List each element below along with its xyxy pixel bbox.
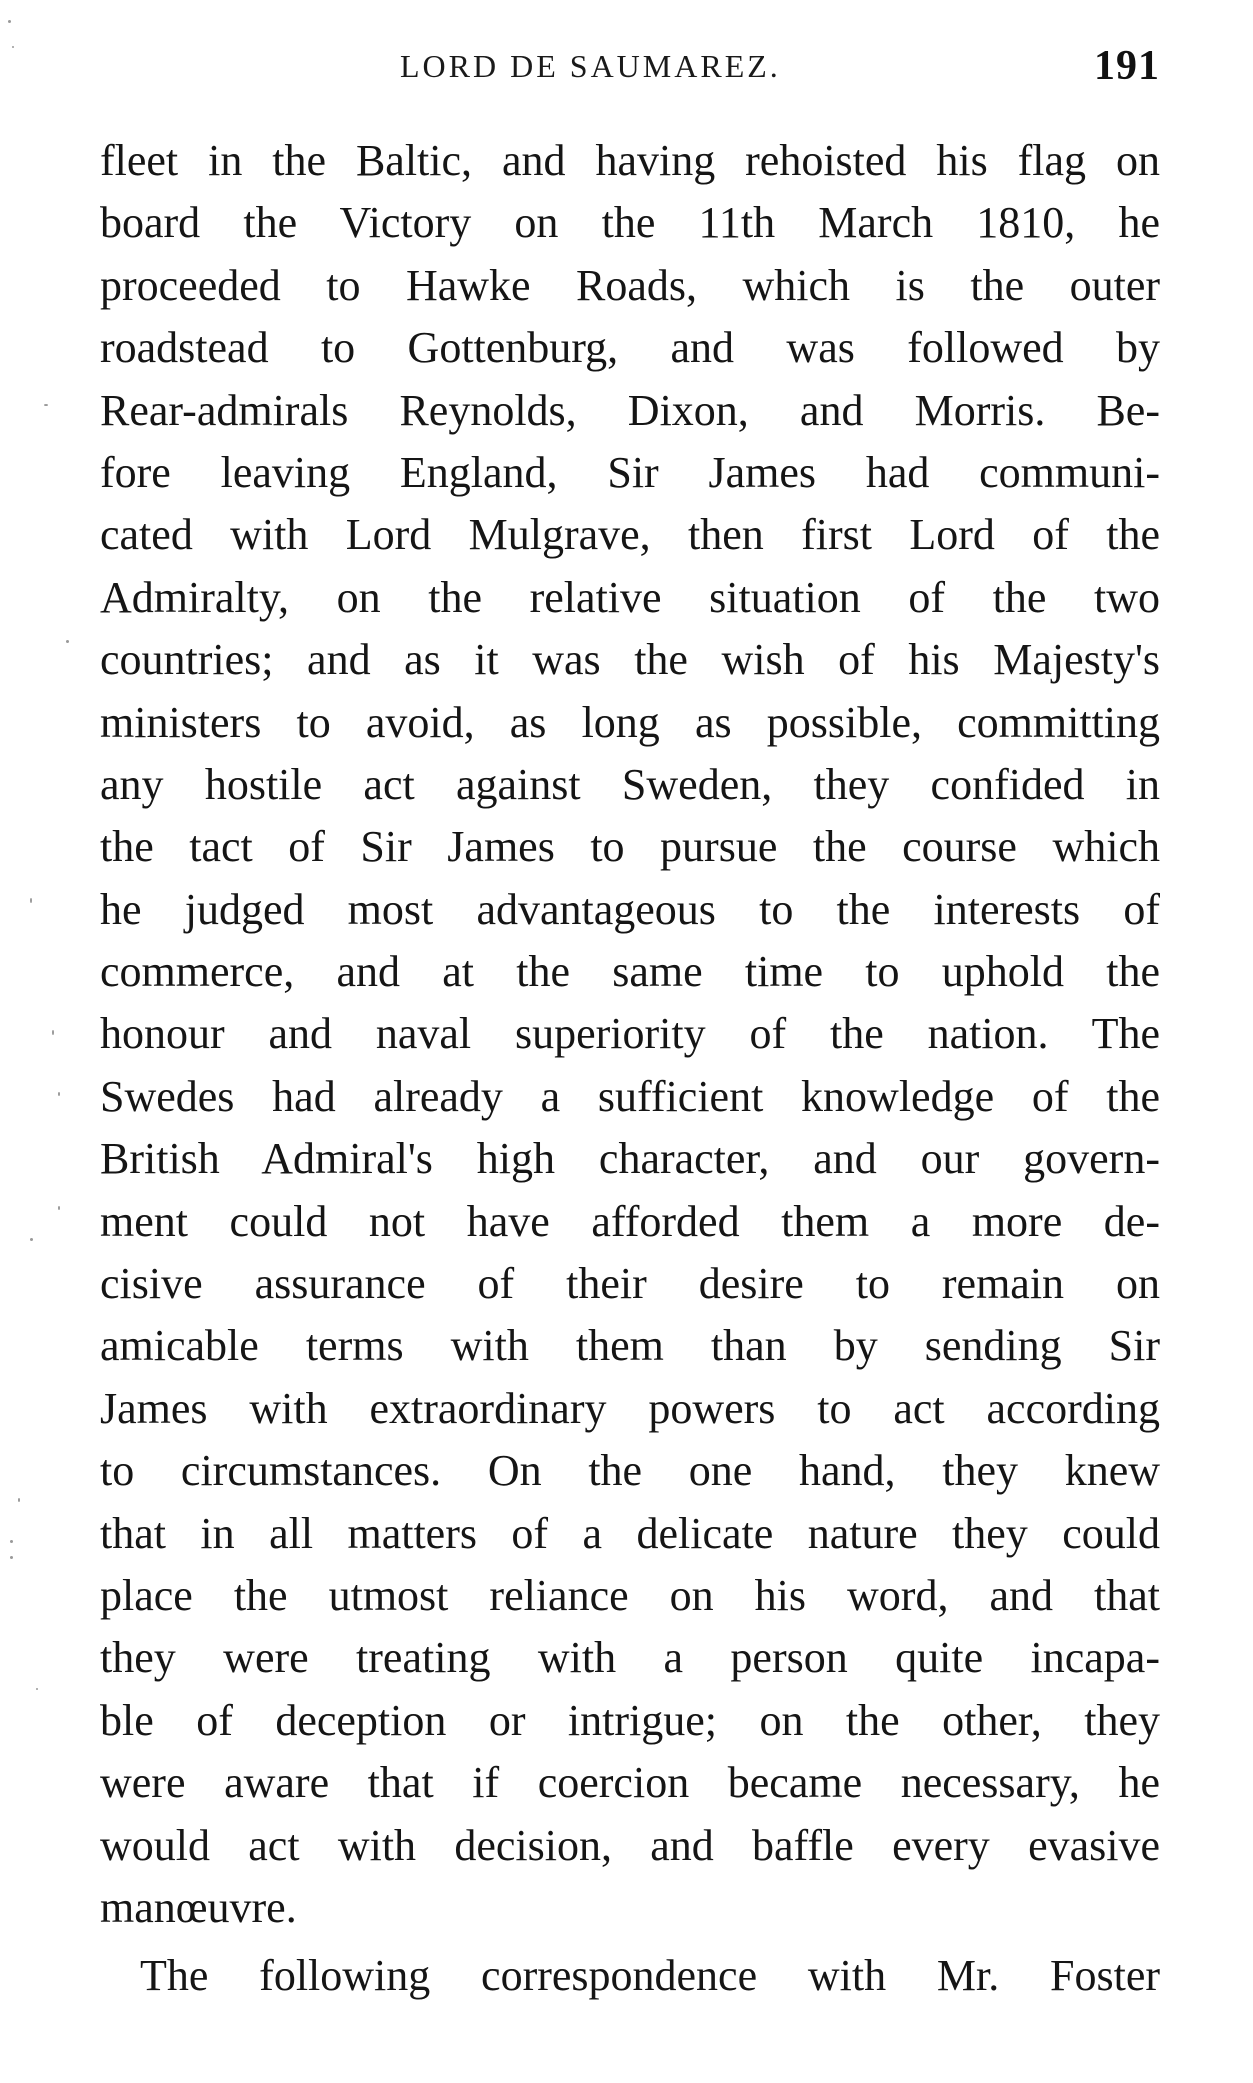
text-line: British Admiral's high character, and our govern- [100,1134,1160,1184]
text-line: cisive assurance of their desire to remain on [100,1259,1160,1309]
text-line: proceeded to Hawke Roads, which is the outer [100,260,1160,310]
text-line: ministers to avoid, as long as possible, committing [100,697,1160,747]
text-line: countries; and as it was the wish of his Majesty's [100,635,1160,685]
text-line: roadstead to Gottenburg, and was followed by [100,323,1160,373]
scan-speck [10,1540,13,1543]
scan-speck [44,404,48,406]
text-line: were aware that if coercion became necessary, he [100,1758,1160,1808]
scan-speck [36,1688,38,1690]
scan-speck [10,1556,13,1559]
text-line: he judged most advantageous to the interests of [100,884,1160,934]
text-line: would act with decision, and baffle every evasive [100,1820,1160,1870]
scan-speck [8,20,11,23]
scan-speck [66,640,69,643]
scan-speck [52,1030,54,1035]
scan-speck [12,46,14,48]
body-text [100,130,1160,2008]
scan-speck [30,898,32,903]
text-line: that in all matters of a delicate nature they could [100,1508,1160,1558]
text-line: place the utmost reliance on his word, and that [100,1570,1160,1620]
text-line: James with extraordinary powers to act according [100,1383,1160,1433]
running-head-title: LORD DE SAUMAREZ. [400,48,781,84]
running-head [100,42,1160,102]
text-line: commerce, and at the same time to uphold the [100,947,1160,997]
scan-speck [58,1206,60,1210]
scan-speck [18,1498,20,1502]
text-line: manœuvre. [100,1882,297,1932]
text-line: cated with Lord Mulgrave, then first Lord of the [100,510,1160,560]
text-line: ment could not have afforded them a more de- [100,1196,1160,1246]
text-line: any hostile act against Sweden, they confided in [100,759,1160,809]
text-line: fleet in the Baltic, and having rehoisted his flag on [100,136,1160,185]
page-number: 191 [1094,43,1160,89]
text-line: Swedes had already a sufficient knowledge of the [100,1071,1160,1121]
text-line: ble of deception or intrigue; on the other, they [100,1695,1160,1745]
text-line: they were treating with a person quite incapa- [100,1633,1160,1683]
text-line: to circumstances. On the one hand, they knew [100,1446,1160,1496]
text-line: The following correspondence with Mr. Foster [140,1951,1160,2001]
text-line: amicable terms with them than by sending Sir [100,1321,1160,1371]
text-line: honour and naval superiority of the nation. The [100,1009,1160,1059]
text-line: Rear-admirals Reynolds, Dixon, and Morris. Be- [100,385,1160,435]
scan-speck [58,1092,60,1096]
text-line: the tact of Sir James to pursue the course which [100,822,1160,872]
text-line: fore leaving England, Sir James had communi- [100,447,1160,497]
scan-speck [30,1238,33,1241]
text-line: Admiralty, on the relative situation of the two [100,572,1160,622]
text-line: board the Victory on the 11th March 1810, he [100,198,1160,248]
